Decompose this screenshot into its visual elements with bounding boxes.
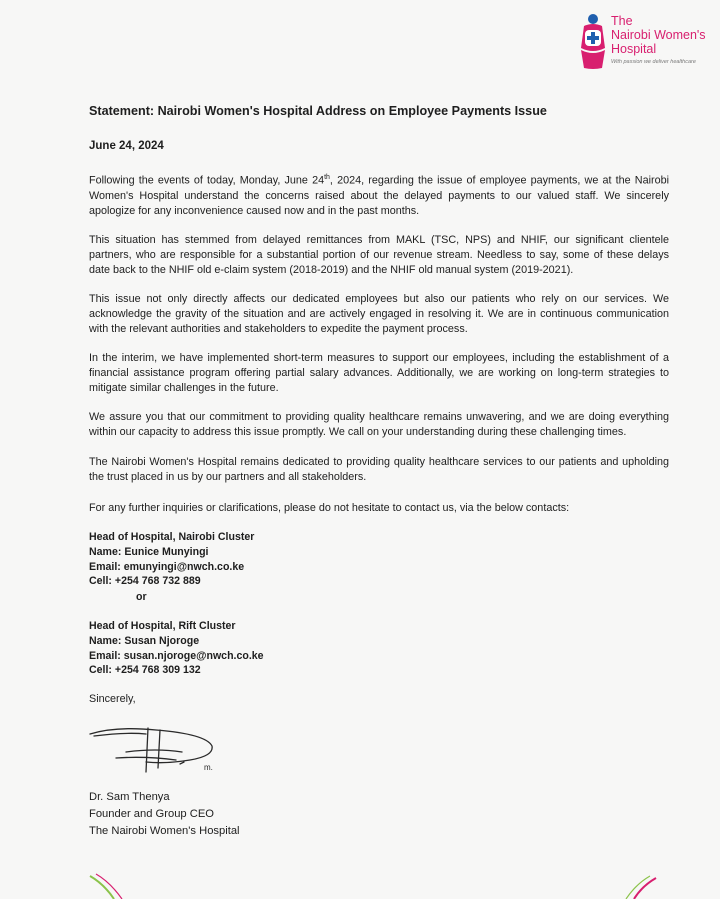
contact-block-nairobi xyxy=(89,530,254,589)
logo-wordmark xyxy=(611,14,706,56)
contact-name: Name: Susan Njoroge xyxy=(89,634,200,647)
contact-block-rift xyxy=(89,619,264,678)
statement-date: June 24, 2024 xyxy=(89,140,164,152)
paragraph-1-start: Following the events of today, Monday, June 24 xyxy=(89,174,325,187)
contact-cell: Cell: +254 768 732 889 xyxy=(89,575,201,588)
paragraph-2: This situation has stemmed from delayed remittances from MAKL (TSC, NPS) and NHIF, our significant clientele partners, who are responsible for a substantial portion of our revenue stream. Needless to say, some of these delays date back to the NHIF old e-claim system (2018-2019) and the NHIF old manual system (2019-2021). xyxy=(89,234,669,276)
logo-line-3: Hospital xyxy=(611,42,657,56)
signatory-org: The Nairobi Women's Hospital xyxy=(89,825,240,837)
contact-cell: Cell: +254 768 309 132 xyxy=(89,664,201,677)
paragraph-1 xyxy=(89,170,669,219)
paragraph-1-rest: , 2024, regarding the issue of employee payments, we at the Nairobi Women's Hospital understand the concerns raised about the delayed payments to our valued staff. We sincerely apologize for any inconvenience caused now and in the past months. xyxy=(89,174,669,217)
contact-role: Head of Hospital, Nairobi Cluster xyxy=(89,531,255,543)
signature-mark: m. xyxy=(204,763,213,772)
paragraph-3: This issue not only directly affects our dedicated employees but also our patients who rely on our services. We acknowledge the gravity of the situation and are actively engaged in resolving it. We are in continuous communication with the relevant authorities and stakeholders to expedite the payment process. xyxy=(89,293,669,335)
paragraph-7: For any further inquiries or clarifications, please do not hesitate to contact us, via the below contacts: xyxy=(89,502,570,514)
or-separator: or xyxy=(136,591,147,603)
logo-line-1: The xyxy=(611,14,633,28)
paragraph-6: The Nairobi Women's Hospital remains dedicated to providing quality healthcare services to our patients and upholding the trust placed in us by our partners and all stakeholders. xyxy=(89,456,669,483)
contact-name: Name: Eunice Munyingi xyxy=(89,545,209,558)
hospital-logo xyxy=(576,10,716,76)
logo-tagline: With passion we deliver healthcare xyxy=(611,59,696,65)
contact-role: Head of Hospital, Rift Cluster xyxy=(89,620,236,632)
contact-email: Email: emunyingi@nwch.co.ke xyxy=(89,560,245,573)
footer-decoration xyxy=(0,862,720,899)
signatory-title: Founder and Group CEO xyxy=(89,808,214,820)
contact-email: Email: susan.njoroge@nwch.co.ke xyxy=(89,649,264,662)
signatory-block xyxy=(89,789,240,840)
paragraph-4: In the interim, we have implemented short-term measures to support our employees, including the establishment of a financial assistance program offering partial salary advances. Additionally, we are working on long-term strategies to mitigate similar challenges in the future. xyxy=(89,352,669,394)
paragraph-5: We assure you that our commitment to providing quality healthcare remains unwavering, and we are doing everything within our capacity to address this issue promptly. We call on your understanding during these challenging times. xyxy=(89,411,669,438)
logo-line-2: Nairobi Women's xyxy=(611,28,706,42)
closing-salutation: Sincerely, xyxy=(89,693,136,705)
hospital-emblem-icon xyxy=(576,12,608,70)
date-ordinal-suffix: th xyxy=(324,174,330,181)
statement-title: Statement: Nairobi Women's Hospital Address on Employee Payments Issue xyxy=(89,104,547,118)
handwritten-signature xyxy=(86,722,236,777)
signatory-name: Dr. Sam Thenya xyxy=(89,791,170,803)
